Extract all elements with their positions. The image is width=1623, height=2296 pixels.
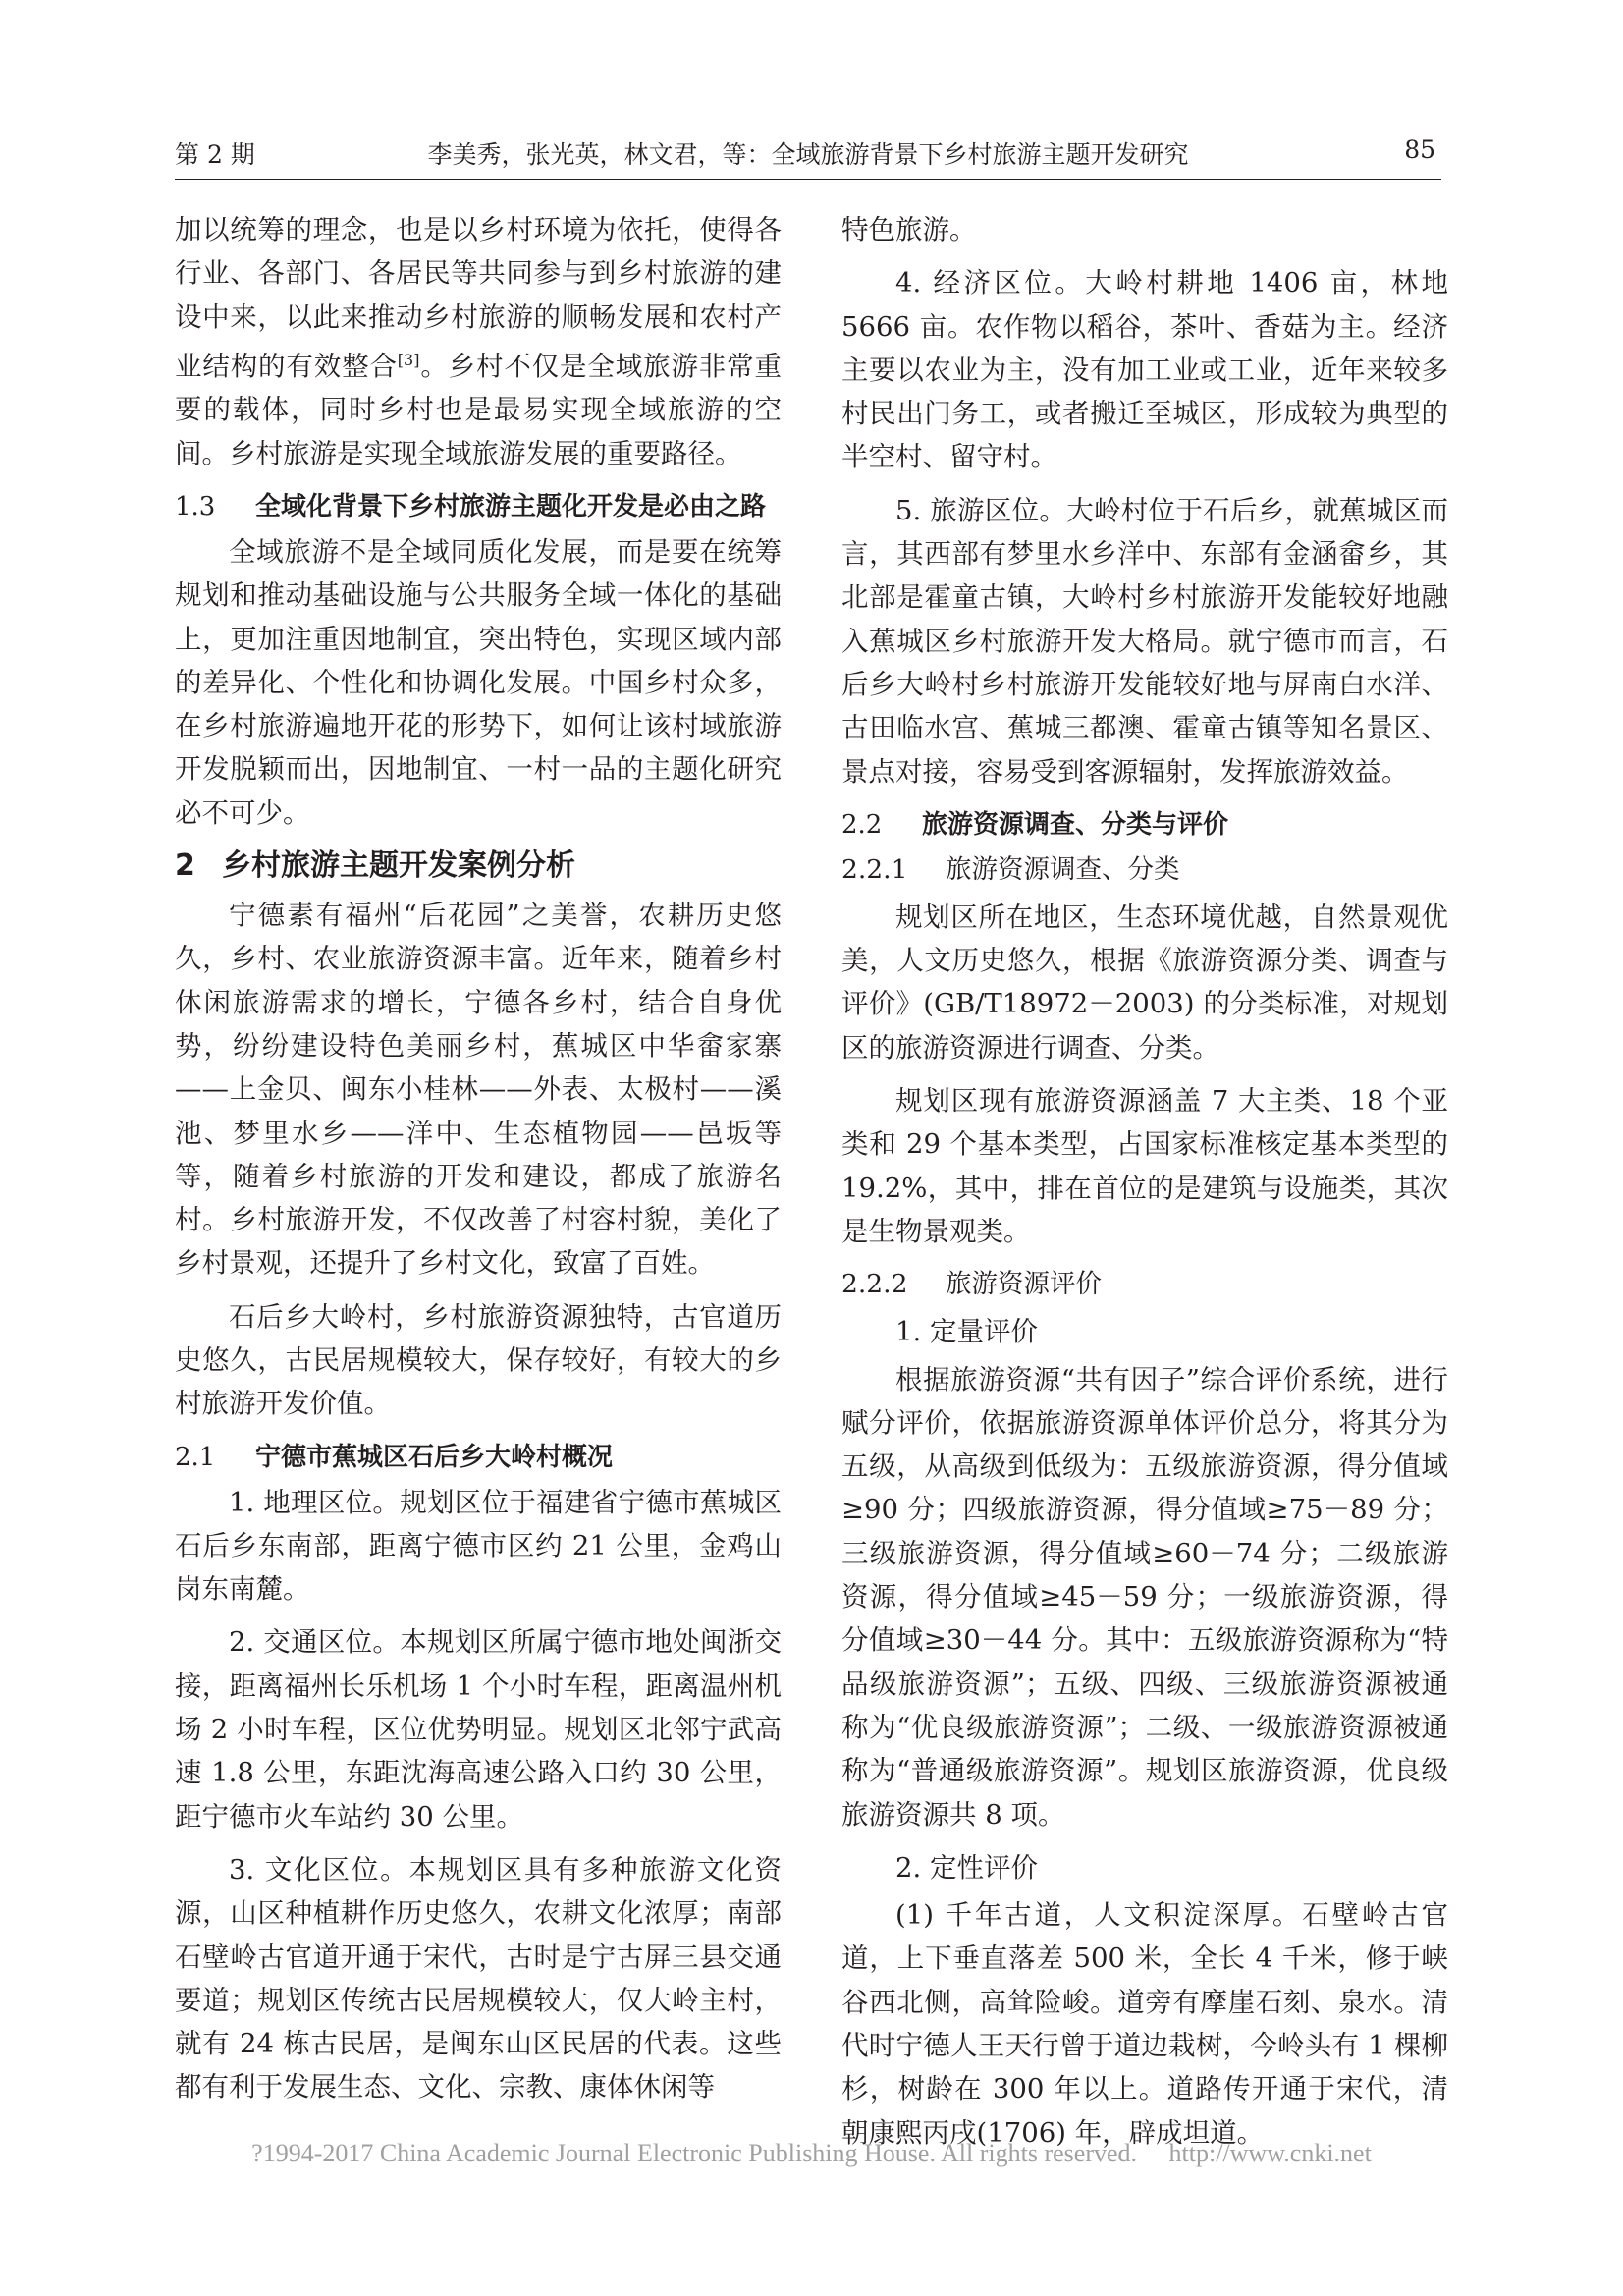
section-heading-2-1 — [175, 1436, 782, 1479]
copyright-footer — [0, 2139, 1623, 2168]
section-title: 乡村旅游主题开发案例分析 — [222, 848, 575, 884]
section-title: 旅游资源评价 — [946, 1269, 1102, 1300]
running-title: 李美秀，张光英，林文君，等：全域旅游背景下乡村旅游主题开发研究 — [427, 140, 1189, 169]
running-header — [175, 136, 1441, 180]
copyright-text: ?1994-2017 China Academic Journal Electronic Publishing House. All rights reserved. — [251, 2139, 1138, 2167]
section-heading-2-2 — [841, 803, 1448, 847]
section-number: 2.1 — [175, 1442, 216, 1472]
paragraph-tourism: 5. 旅游区位。大岭村位于石后乡，就蕉城区而言，其西部有梦里水乡洋中、东部有金涵畲乡，其北部是霍童古镇，大岭村乡村旅游开发能较好地融入蕉城区乡村旅游开发大格局。就宁德市而言，石后乡大岭村乡村旅游开发能较好地与屏南白水洋、古田临水宫、蕉城三都澳、霍童古镇等知名景区、景点对接，容易受到客源辐射，发挥旅游效益。 — [841, 494, 1448, 788]
paragraph: 宁德素有福州“后花园”之美誉，农耕历史悠久，乡村、农业旅游资源丰富。近年来，随着乡村休闲旅游需求的增长，宁德各乡村，结合自身优势，纷纷建设特色美丽乡村，蕉城区中华畲家寨——上金贝、闽东小桂林——外表、太极村——溪池、梦里水乡——洋中、生态植物园——邑坂等等，随着乡村旅游的开发和建设，都成了旅游名村。乡村旅游开发，不仅改善了村容村貌，美化了乡村景观，还提升了乡村文化，致富了百姓。 — [175, 900, 782, 1280]
section-title: 全域化背景下乡村旅游主题化开发是必由之路 — [255, 491, 767, 521]
paragraph-culture: 3. 文化区位。本规划区具有多种旅游文化资源，山区种植耕作历史悠久，农耕文化浓厚；南部石壁岭古官道开通于宋代，古时是宁古屏三县交通要道；规划区传统古民居规模较大，仅大岭主村，就有 24 栋古民居，是闽东山区民居的代表。这些都有利于发展生态、文化、宗教、康体休闲等 — [175, 1853, 782, 2104]
section-number: 2.2.1 — [841, 853, 908, 885]
section-number: 2.2.2 — [841, 1269, 908, 1300]
section-title: 宁德市蕉城区石后乡大岭村概况 — [255, 1442, 614, 1472]
section-heading-1-3 — [175, 485, 782, 528]
paragraph-continued: 加以统筹的理念，也是以乡村环境为依托，使得各行业、各部门、各居民等共同参与到乡村旅游的建设中来，以此来推动乡村旅游的顺畅发展和农村产业结构的有效整合[3]。乡村不仅是全域旅游非常重要的载体，同时乡村也是最易实现全域旅游的空间。乡村旅游是实现全域旅游发展的重要路径。 — [175, 214, 783, 469]
section-heading-2-2-1 — [841, 848, 1448, 892]
section-number: 2 — [175, 848, 195, 884]
paragraph: 规划区所在地区，生态环境优越，自然景观优美，人文历史悠久，根据《旅游资源分类、调查与评价》(GB/T18972－2003) 的分类标准，对规划区的旅游资源进行调查、分类。 — [841, 901, 1448, 1064]
left-column — [175, 208, 782, 2119]
section-number: 2.2 — [841, 809, 883, 840]
issue-number: 第 2 期 — [175, 140, 255, 169]
section-title: 旅游资源调查、分类与评价 — [922, 809, 1229, 840]
paragraph-geography: 1. 地理区位。规划区位于福建省宁德市蕉城区石后乡东南部，距离宁德市区约 21 公里，金鸡山岗东南麓。 — [175, 1486, 782, 1606]
section-heading-2-2-2 — [841, 1263, 1448, 1306]
footer-url[interactable]: http://www.cnki.net — [1168, 2139, 1372, 2167]
subheading-qualitative: 2. 定性评价 — [895, 1851, 1038, 1884]
paragraph: 全域旅游不是全域同质化发展，而是要在统筹规划和推动基础设施与公共服务全域一体化的基础上，更加注重因地制宜，突出特色，实现区域内部的差异化、个性化和协调化发展。中国乡村众多，在乡村旅游遍地开花的形势下，如何让该村域旅游开发脱颖而出，因地制宜、一村一品的主题化研究必不可少。 — [175, 535, 782, 829]
paragraph: 石后乡大岭村，乡村旅游资源独特，古官道历史悠久，古民居规模较大，保存较好，有较大的乡村旅游开发价值。 — [175, 1300, 782, 1420]
paragraph-economy: 4. 经济区位。大岭村耕地 1406 亩，林地 5666 亩。农作物以稻谷，茶叶、香菇为主。经济主要以农业为主，没有加工业或工业，近年来较多村民出门务工，或者搬迁至城区，形成较为典型的半空村、留守村。 — [841, 267, 1448, 473]
section-heading-2 — [175, 845, 782, 888]
paragraph: (1) 千年古道，人文积淀深厚。石壁岭古官道，上下垂直落差 500 米，全长 4 千米，修于峡谷西北侧，高耸险峻。道旁有摩崖石刻、泉水。清代时宁德人王天行曾于道边栽树，今岭头有 1 棵柳杉，树龄在 300 年以上。道路传开通于宋代，清朝康熙丙戌(1706) 年，辟成坦道。 — [841, 1899, 1448, 2149]
paragraph-continued: 特色旅游。 — [841, 214, 977, 246]
page-number: 85 — [1404, 136, 1435, 164]
citation-ref[interactable]: [3] — [397, 350, 420, 369]
section-title: 旅游资源调查、分类 — [946, 853, 1180, 885]
paragraph: 根据旅游资源“共有因子”综合评价系统，进行赋分评价，依据旅游资源单体评价总分，将其分为五级，从高级到低级为：五级旅游资源，得分值域≥90 分；四级旅游资源，得分值域≥75－89 分；三级旅游资源，得分值域≥60－74 分；二级旅游资源，得分值域≥45－59 分；一级旅游资源，得分值域≥30－44 分。其中：五级旅游资源称为“特品级旅游资源”；五级、四级、三级旅游资源被通称为“优良级旅游资源”；二级、一级旅游资源被通称为“普通级旅游资源”。规划区旅游资源，优良级旅游资源共 8 项。 — [841, 1363, 1448, 1831]
paragraph: 规划区现有旅游资源涵盖 7 大主类、18 个亚类和 29 个基本类型，占国家标准核定基本类型的 19.2%，其中，排在首位的是建筑与设施类，其次是生物景观类。 — [841, 1085, 1448, 1247]
subheading-quantitative: 1. 定量评价 — [895, 1316, 1038, 1348]
section-number: 1.3 — [175, 491, 216, 521]
paragraph-traffic: 2. 交通区位。本规划区所属宁德市地处闽浙交接，距离福州长乐机场 1 个小时车程，距离温州机场 2 小时车程，区位优势明显。规划区北邻宁武高速 1.8 公里，东距沈海高速公路入口约 30 公里，距宁德市火车站约 30 公里。 — [175, 1626, 782, 1832]
right-column — [841, 208, 1448, 2164]
